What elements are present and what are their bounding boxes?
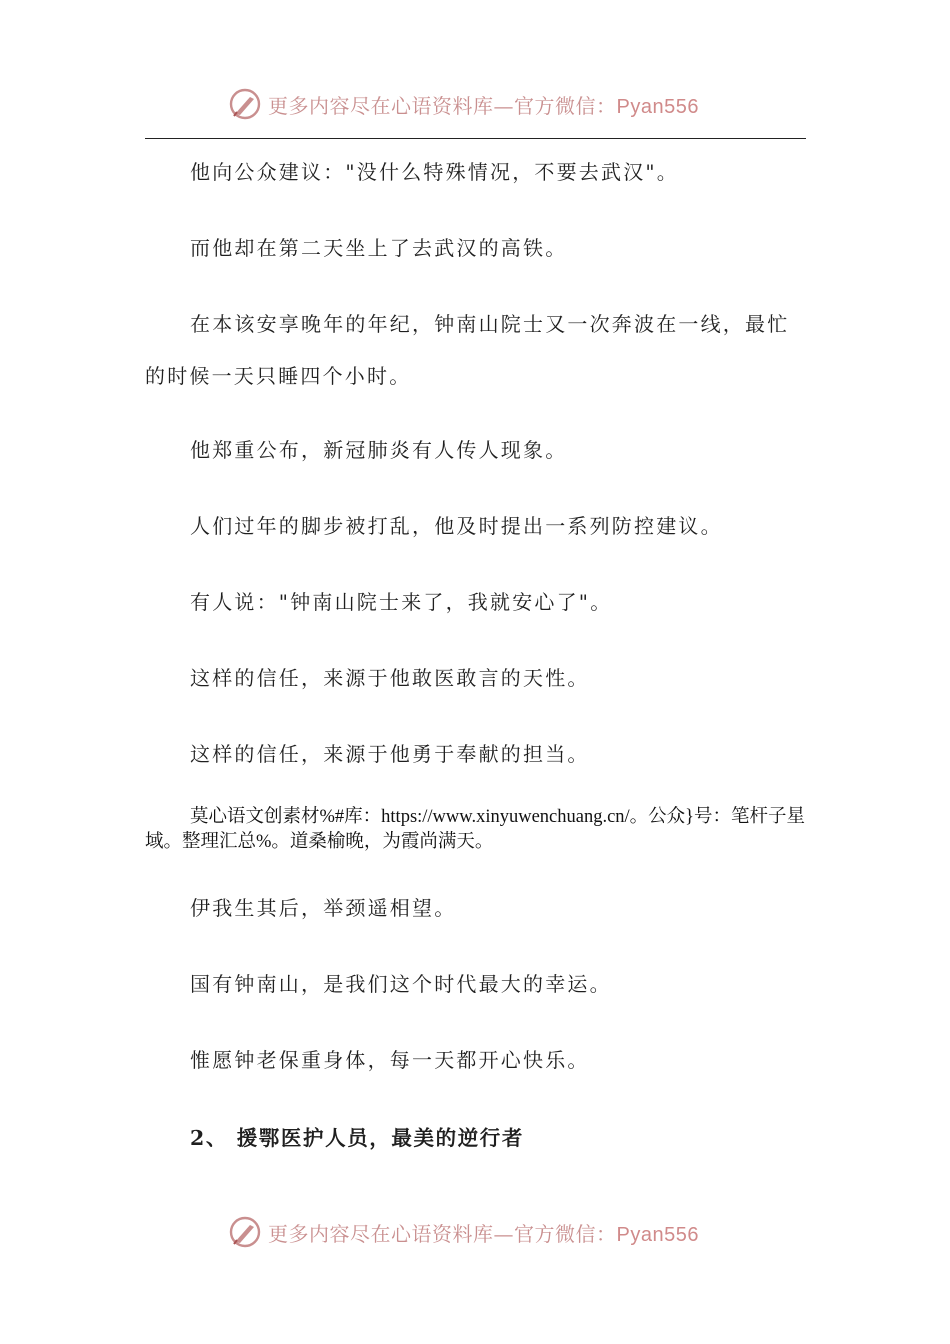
banner-text [268,1218,699,1247]
source-notice: 莫心语文创素材%#库：https://www.xinyuwenchuang.cn/。公众}号：笔杆子星域。整理汇总%。道桑榆晚，为霞尚满天。 [145,807,806,852]
paragraph-2: 而他却在第二天坐上了去武汉的高铁。 [190,236,568,260]
wechat-id: Pyan556 [616,1223,699,1246]
header-banner [228,84,699,124]
paragraph-7: 这样的信任，来源于他敢医敢言的天性。 [190,666,590,690]
footer-banner [228,1212,699,1252]
paragraph-3: 在本该安享晚年的年纪，钟南山院士又一次奔波在一线，最忙的时候一天只睡四个小时。 [145,312,790,388]
paragraph-9: 伊我生其后，举颈遥相望。 [190,896,457,920]
paragraph-10: 国有钟南山，是我们这个时代最大的幸运。 [190,972,612,996]
quill-logo-icon [228,87,262,121]
paragraph-5: 人们过年的脚步被打乱，他及时提出一系列防控建议。 [190,514,723,538]
paragraph-11: 惟愿钟老保重身体，每一天都开心快乐。 [190,1048,590,1072]
paragraph-6: 有人说："钟南山院士来了，我就安心了"。 [190,590,613,614]
banner-label: 更多内容尽在心语资料库—官方微信： [268,93,617,118]
header-divider [145,138,806,139]
paragraph-4: 他郑重公布，新冠肺炎有人传人现象。 [190,438,568,462]
paragraph-8: 这样的信任，来源于他勇于奉献的担当。 [190,742,590,766]
banner-label: 更多内容尽在心语资料库—官方微信： [268,1221,617,1246]
quill-logo-icon [228,1215,262,1249]
banner-text [268,90,699,119]
paragraph-1: 他向公众建议："没什么特殊情况，不要去武汉"。 [190,160,679,184]
wechat-id: Pyan556 [616,95,699,118]
section-heading: 2、 援鄂医护人员，最美的逆行者 [190,1126,524,1150]
